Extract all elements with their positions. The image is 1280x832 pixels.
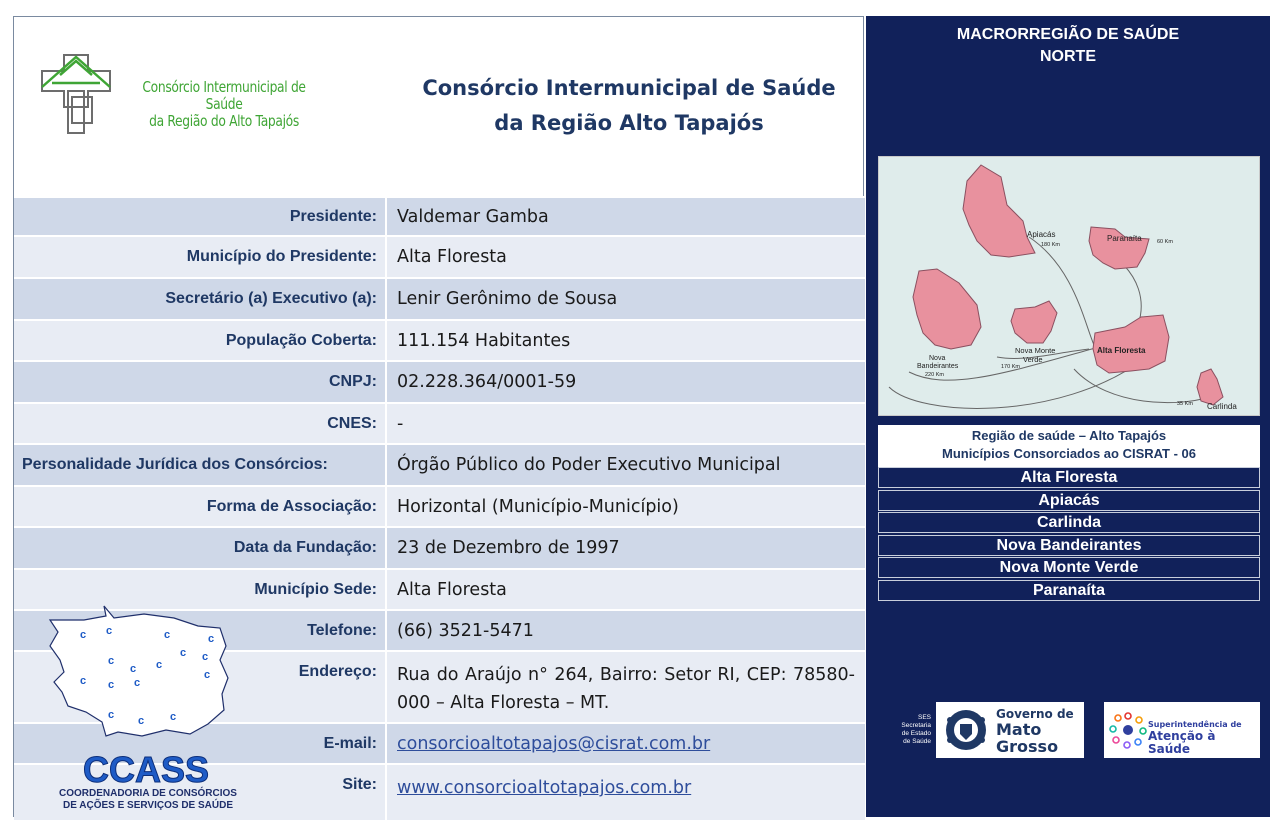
footer-logos [876, 702, 1270, 762]
row-value [397, 765, 855, 820]
macroregion-title-line1: MACRORREGIÃO DE SAÚDE [956, 26, 1180, 43]
health-cross-icon [38, 49, 118, 139]
table-row [14, 443, 865, 485]
svg-text:c: c [80, 675, 87, 687]
row-label: CNES: [327, 414, 377, 432]
table-row [14, 235, 865, 277]
map-km-nova-monte-verde: 170 Km [1001, 364, 1020, 370]
svg-text:c: c [180, 647, 187, 659]
header [14, 17, 863, 195]
website-link[interactable]: www.consorcioaltotapajos.com.br [397, 778, 692, 798]
row-label: Personalidade Jurídica dos Consórcios: [22, 456, 328, 473]
coat-of-arms-icon [942, 706, 990, 754]
list-item: Paranaíta [878, 580, 1260, 601]
map-label-alta-floresta: Alta Floresta [1097, 346, 1146, 355]
government-logo [936, 702, 1084, 758]
svg-text:c: c [170, 711, 177, 723]
logo-text-line1: Consórcio Intermunicipal de Saúde [142, 78, 306, 113]
ccass-line2: DE AÇÕES E SERVIÇOS DE SAÚDE [62, 800, 234, 811]
list-item: Nova Monte Verde [878, 557, 1260, 578]
list-item: Nova Bandeirantes [878, 535, 1260, 556]
gov-line2: Mato [996, 720, 1042, 739]
map-km-nova-bandeirantes: 220 Km [925, 372, 944, 378]
svg-text:c: c [134, 677, 141, 689]
map-label-carlinda: Carlinda [1207, 402, 1237, 411]
map-km-paranaita: 60 Km [1157, 239, 1173, 245]
row-label: Forma de Associação: [206, 497, 377, 515]
map-km-apiacas: 180 Km [1041, 242, 1060, 248]
row-label: Presidente: [289, 207, 377, 225]
ses-label [876, 714, 931, 746]
svg-text:c: c [130, 663, 137, 675]
row-label: Secretário (a) Executivo (a): [165, 290, 377, 307]
table-row [14, 196, 865, 235]
row-value: - [397, 413, 404, 434]
svg-text:c: c [108, 709, 115, 721]
map-label-nova-monte-verde-2: Verde [1023, 355, 1043, 364]
svg-text:c: c [204, 669, 211, 681]
macroregion-title-line2: NORTE [1040, 48, 1096, 65]
row-value: Lenir Gerônimo de Sousa [397, 289, 618, 309]
row-value [397, 724, 855, 763]
page-title-line1: Consórcio Intermunicipal de Saúde [422, 76, 836, 100]
list-item: Alta Floresta [878, 467, 1260, 488]
row-label: População Coberta: [225, 331, 377, 349]
region-map [878, 156, 1260, 416]
macroregion-title [866, 24, 1270, 68]
table-row [14, 485, 865, 526]
row-label: Telefone: [307, 621, 377, 639]
sup-line1: Superintendência de [1148, 720, 1242, 729]
superintendencia-text [1148, 719, 1260, 756]
logo-text-line2: da Região do Alto Tapajós [149, 112, 299, 130]
svg-text:c: c [108, 655, 115, 667]
ccass-acronym: CCASS [82, 749, 210, 790]
page-title [394, 71, 864, 141]
svg-text:c: c [80, 629, 87, 641]
superintendencia-logo [1104, 702, 1260, 758]
table-row [14, 402, 865, 443]
table-row [14, 526, 865, 568]
region-heading [878, 425, 1260, 467]
government-logo-text [996, 708, 1074, 755]
svg-text:c: c [138, 715, 145, 727]
row-value: Rua do Araújo n° 264, Bairro: Setor RI, CEP: 78580-000 – Alta Floresta – MT. [397, 665, 855, 713]
map-label-apiacas: Apiacás [1027, 230, 1056, 239]
row-value: Alta Floresta [397, 247, 507, 267]
row-value: Órgão Público do Poder Executivo Municipal [397, 455, 781, 475]
svg-text:c: c [202, 651, 209, 663]
row-label: Endereço: [298, 663, 377, 680]
consortium-logo [38, 49, 368, 139]
row-value: Horizontal (Município-Município) [397, 496, 679, 517]
row-label: CNPJ: [328, 373, 377, 390]
map-label-nova-bandeirantes-2: Bandeirantes [917, 363, 959, 370]
gov-line3: Grosso [996, 737, 1059, 756]
row-value: 23 de Dezembro de 1997 [397, 538, 620, 558]
table-row [14, 319, 865, 360]
map-label-paranaita: Paranaíta [1107, 234, 1142, 243]
svg-text:c: c [156, 659, 163, 671]
row-value: Valdemar Gamba [397, 206, 549, 227]
list-item: Carlinda [878, 512, 1260, 533]
svg-text:c: c [164, 629, 171, 641]
region-sidebar [866, 16, 1270, 817]
row-label: Município Sede: [254, 580, 377, 598]
logo-text [124, 79, 324, 130]
ses-line: de Saúde [903, 738, 931, 745]
map-label-nova-monte-verde-1: Nova Monte [1015, 346, 1056, 355]
row-label: E-mail: [323, 734, 377, 752]
gov-line1: Governo de [996, 707, 1074, 721]
row-value: Alta Floresta [397, 579, 507, 600]
list-item: Apiacás [878, 490, 1260, 511]
email-link[interactable]: consorcioaltotapajos@cisrat.com.br [397, 733, 711, 754]
region-heading-line1: Região de saúde – Alto Tapajós [971, 428, 1167, 443]
ccass-logo [14, 602, 284, 817]
region-heading-line2: Municípios Consorciados ao CISRAT - 06 [941, 446, 1196, 461]
mato-grosso-map-icon [14, 602, 284, 817]
consortium-info-panel [13, 16, 864, 817]
svg-text:c: c [108, 679, 115, 691]
map-km-carlinda: 35 Km [1177, 401, 1193, 407]
row-value: 02.228.364/0001-59 [397, 372, 577, 392]
row-label: Município do Presidente: [186, 248, 377, 265]
row-label: Site: [342, 776, 377, 793]
ses-line: SES [917, 714, 931, 721]
ccass-line1: COORDENADORIA DE CONSÓRCIOS [59, 788, 237, 799]
row-value: 111.154 Habitantes [397, 330, 571, 351]
row-value: (66) 3521-5471 [397, 620, 534, 641]
map-label-nova-bandeirantes-1: Nova [929, 355, 946, 362]
svg-text:c: c [208, 633, 215, 645]
table-row [14, 277, 865, 319]
ses-line: de Estado [901, 730, 931, 737]
ses-line: Secretaria [901, 722, 931, 729]
municipality-list [878, 467, 1260, 602]
sup-line2: Atenção à Saúde [1148, 729, 1216, 756]
page-title-line2: da Região Alto Tapajós [494, 111, 764, 135]
row-label: Data da Fundação: [233, 539, 377, 556]
region-map-graphic [879, 157, 1259, 415]
table-row [14, 360, 865, 402]
svg-text:c: c [106, 625, 113, 637]
superintendencia-icon [1108, 710, 1148, 750]
